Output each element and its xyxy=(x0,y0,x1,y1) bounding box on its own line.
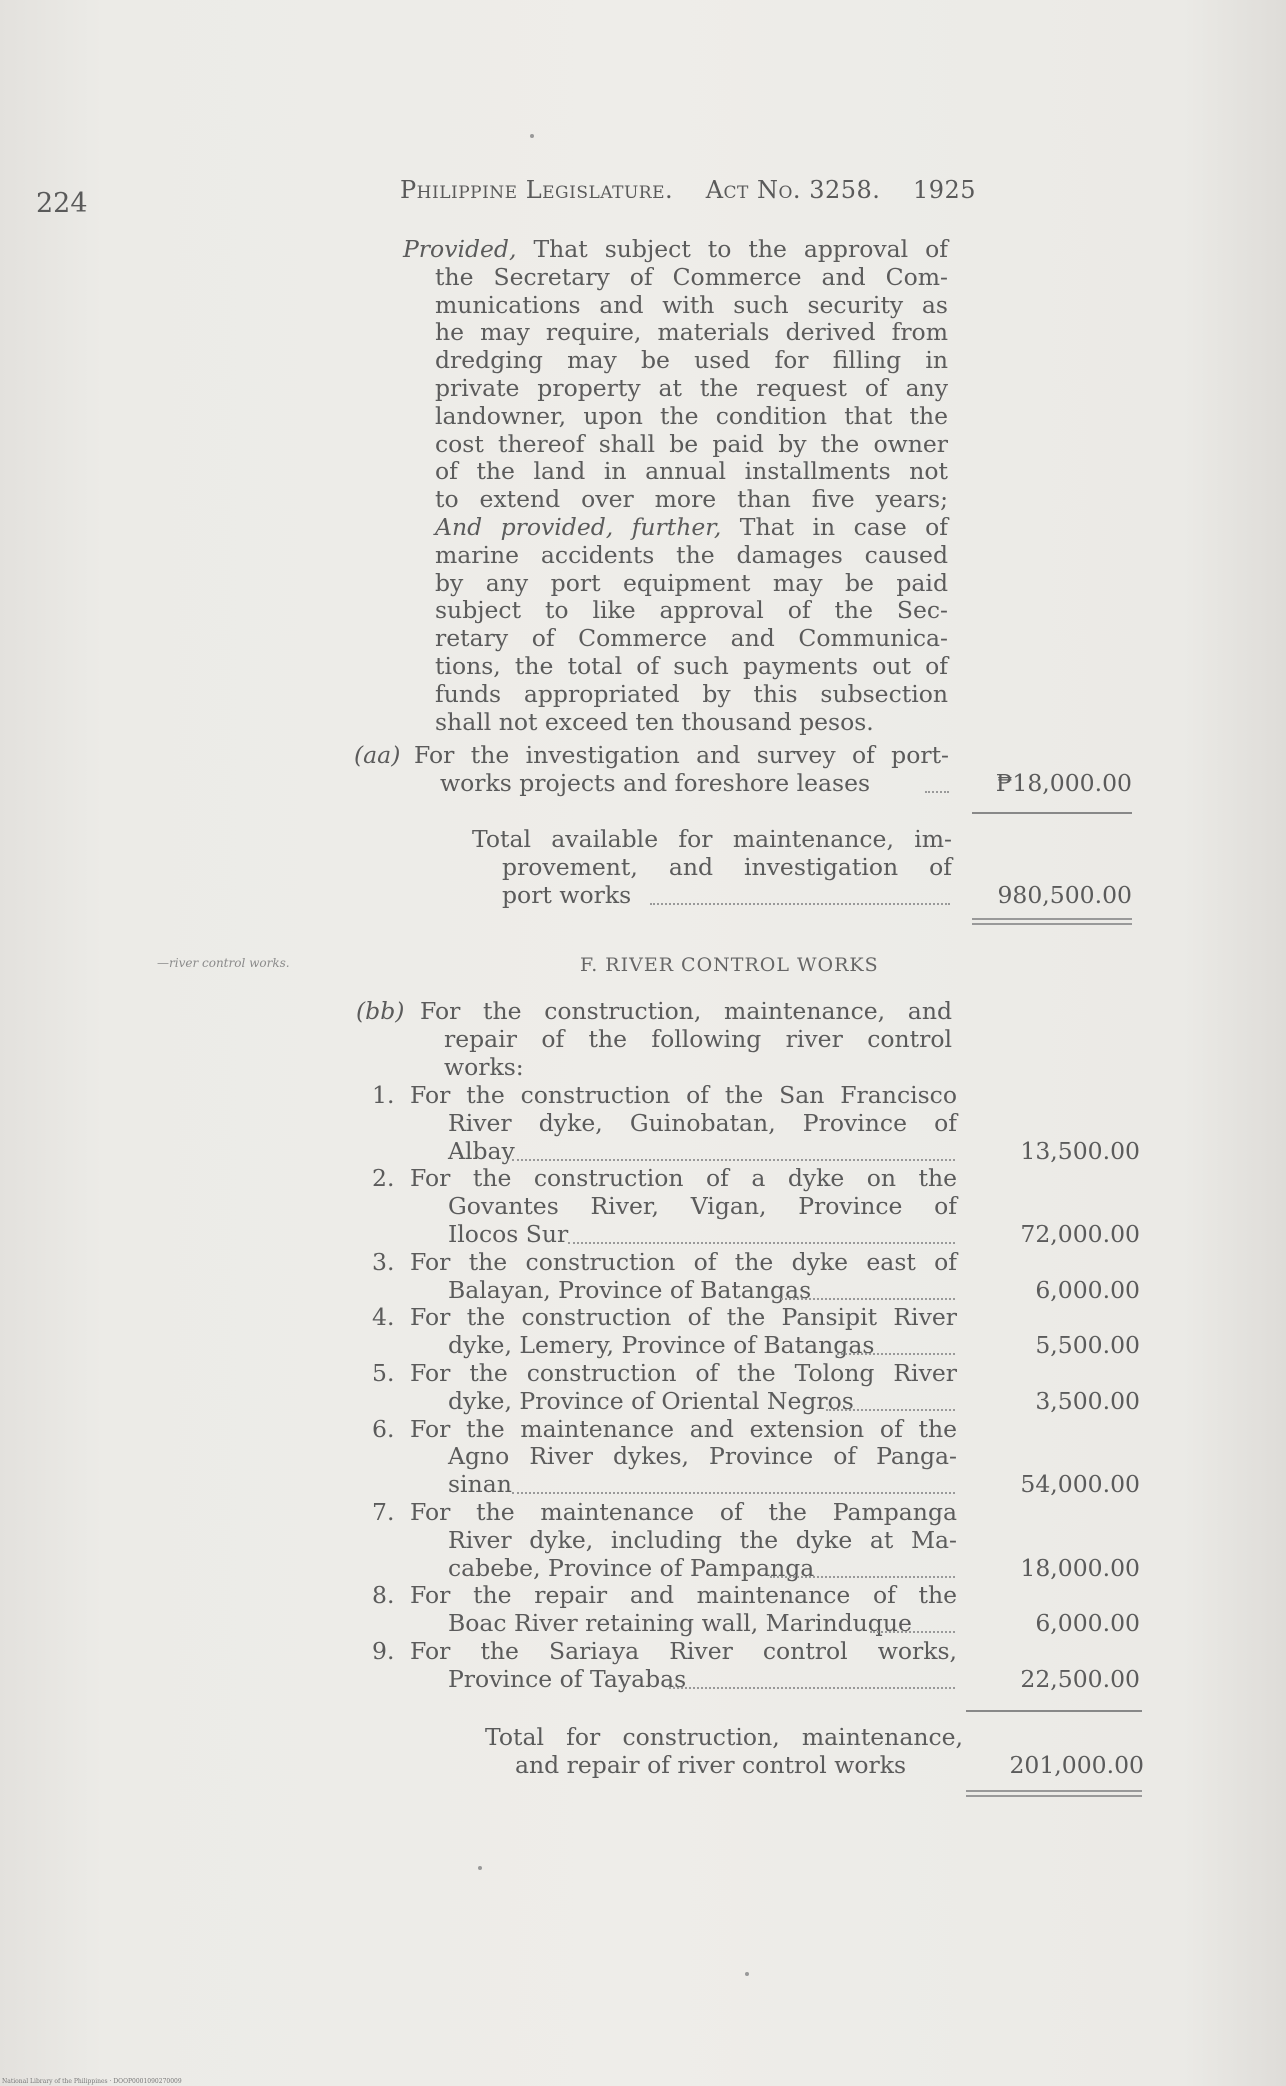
river-item-line: Agno River dykes, Province of Panga- xyxy=(448,1442,957,1471)
proviso-line xyxy=(435,625,948,653)
river-item-line: For the construction of a dyke on the xyxy=(410,1164,957,1193)
proviso-line xyxy=(435,570,948,598)
river-item-number: 3. xyxy=(372,1247,395,1276)
river-item-line: dyke, Province of Oriental Negros xyxy=(448,1386,854,1415)
river-item-line: For the maintenance and extension of the xyxy=(410,1414,957,1443)
item-aa-amount: ₱18,000.00 xyxy=(995,769,1132,797)
proviso-text: of the land in annual installments not xyxy=(435,457,948,486)
river-item-amount: 5,500.00 xyxy=(1035,1331,1140,1360)
proviso-line xyxy=(435,597,948,625)
river-item-amount: 18,000.00 xyxy=(1020,1553,1140,1582)
proviso-line xyxy=(435,375,948,403)
proviso-line xyxy=(435,514,948,542)
proviso-line xyxy=(435,458,948,486)
river-item-line: For the construction of the dyke east of xyxy=(410,1247,957,1276)
river-item-line: dyke, Lemery, Province of Batangas xyxy=(448,1331,875,1360)
river-item-line: sinan xyxy=(448,1470,512,1499)
river-item-amount: 22,500.00 xyxy=(1020,1664,1140,1693)
river-item-leader xyxy=(568,1242,955,1244)
footer-imprint: National Library of the Philippines · DOOP0001090270009 xyxy=(2,2078,182,2085)
proviso-line xyxy=(435,319,948,347)
proviso-line xyxy=(435,709,874,737)
river-item-amount: 6,000.00 xyxy=(1035,1609,1140,1638)
river-item-amount: 54,000.00 xyxy=(1020,1470,1140,1499)
act-number: Act No. 3258. xyxy=(705,176,881,204)
river-item-leader xyxy=(837,1353,955,1355)
proviso-line xyxy=(403,236,948,264)
running-title: Philippine Legislature. xyxy=(400,176,674,204)
river-item-leader xyxy=(669,1687,955,1689)
proviso-line xyxy=(435,681,948,709)
proviso-line xyxy=(435,486,948,514)
proviso-text: tions, the total of such payments out of xyxy=(435,652,948,680)
river-item-amount: 13,500.00 xyxy=(1020,1136,1140,1165)
river-item-line: Albay xyxy=(448,1136,515,1165)
river-item-line: Province of Tayabas xyxy=(448,1664,687,1693)
proviso-text: the Secretary of Commerce and Com- xyxy=(435,262,948,291)
river-item-number: 8. xyxy=(372,1581,395,1610)
river-item-line: For the construction of the Pansipit River xyxy=(410,1303,957,1332)
page-number: 224 xyxy=(36,188,88,219)
proviso-line xyxy=(435,431,948,459)
margin-note: —river control works. xyxy=(157,956,290,970)
subtotal-rule xyxy=(972,812,1132,814)
river-item-line: Balayan, Province of Batangas xyxy=(448,1275,812,1304)
item-aa-label: (aa) xyxy=(354,741,401,769)
river-item-leader xyxy=(826,1409,955,1411)
proviso-text: by any port equipment may be paid xyxy=(435,568,948,597)
item-aa-line-2: works projects and foreshore leases xyxy=(440,769,871,797)
total-port-line-1: Total available for maintenance, im- xyxy=(472,825,952,853)
river-item-line: For the maintenance of the Pampanga xyxy=(410,1498,957,1526)
proviso-line xyxy=(435,542,948,570)
item-bb-line-1: For the construction, maintenance, and xyxy=(420,997,952,1025)
proviso-line xyxy=(435,347,948,375)
river-item-leader xyxy=(512,1159,955,1161)
proviso-line xyxy=(435,653,948,681)
item-bb-label: (bb) xyxy=(356,997,405,1025)
total-port-line-2: provement, and investigation of xyxy=(502,853,952,881)
scan-speck xyxy=(478,1866,482,1870)
proviso-text: That in case of xyxy=(721,513,948,541)
river-subtotal-rule xyxy=(966,1710,1142,1712)
total-port-amount: 980,500.00 xyxy=(997,881,1132,909)
river-item-leader xyxy=(781,1298,955,1300)
proviso-text: funds appropriated by this subsection xyxy=(435,679,948,708)
river-item-number: 5. xyxy=(372,1359,395,1387)
river-item-line: Govantes River, Vigan, Province of xyxy=(448,1192,957,1221)
proviso-text: dredging may be used for filling in xyxy=(435,346,948,375)
proviso-text: retary of Commerce and Communica- xyxy=(435,624,948,653)
proviso-text: marine accidents the damages caused xyxy=(435,540,948,569)
proviso-line xyxy=(435,264,948,292)
proviso-text: landowner, upon the condition that the xyxy=(435,401,948,430)
river-item-amount: 6,000.00 xyxy=(1035,1275,1140,1304)
river-item-line: River dyke, including the dyke at Ma- xyxy=(448,1525,957,1554)
river-item-number: 2. xyxy=(372,1164,395,1193)
proviso-text: he may require, materials derived from xyxy=(435,318,948,347)
proviso-italic-lead: And provided, further, xyxy=(435,513,722,541)
total-river-amount: 201,000.00 xyxy=(1009,1751,1144,1779)
river-item-amount: 72,000.00 xyxy=(1020,1220,1140,1248)
year: 1925 xyxy=(912,176,977,204)
item-bb-line-3: works: xyxy=(444,1053,524,1081)
running-head xyxy=(400,176,976,204)
river-item-line: For the construction of the San Francisco xyxy=(410,1081,957,1109)
river-item-line: River dyke, Guinobatan, Province of xyxy=(448,1108,957,1137)
river-item-leader xyxy=(512,1492,955,1494)
river-item-line: For the construction of the Tolong River xyxy=(410,1359,957,1387)
river-item-number: 9. xyxy=(372,1637,395,1665)
total-double-rule xyxy=(972,918,1132,925)
proviso-italic-lead: Provided, xyxy=(403,235,517,263)
proviso-line xyxy=(435,403,948,431)
river-item-number: 1. xyxy=(372,1081,395,1109)
proviso-text: cost thereof shall be paid by the owner xyxy=(435,429,948,458)
total-port-leader xyxy=(650,903,950,905)
proviso-text: private property at the request of any xyxy=(435,374,948,402)
scan-speck xyxy=(530,134,534,138)
total-river-line-2: and repair of river control works xyxy=(515,1751,907,1779)
proviso-text: shall not exceed ten thousand pesos. xyxy=(435,707,874,736)
proviso-text: subject to like approval of the Sec- xyxy=(435,596,948,625)
section-heading: F. RIVER CONTROL WORKS xyxy=(580,954,879,976)
river-item-number: 6. xyxy=(372,1414,395,1443)
river-item-amount: 3,500.00 xyxy=(1035,1386,1140,1415)
total-river-line-1: Total for construction, maintenance, xyxy=(485,1723,963,1751)
river-item-number: 7. xyxy=(372,1498,395,1526)
proviso-line xyxy=(435,292,948,320)
river-item-line: cabebe, Province of Pampanga xyxy=(448,1553,815,1582)
river-item-leader xyxy=(770,1576,955,1578)
river-item-line: For the repair and maintenance of the xyxy=(410,1581,957,1610)
proviso-text: to extend over more than five years; xyxy=(435,485,948,514)
proviso-text: munications and with such security as xyxy=(435,290,948,319)
river-item-line: Boac River retaining wall, Marinduque xyxy=(448,1609,912,1638)
item-aa-line-1: For the investigation and survey of port- xyxy=(414,741,949,769)
river-item-line: Ilocos Sur xyxy=(448,1220,569,1248)
river-total-double-rule xyxy=(966,1790,1142,1797)
river-item-number: 4. xyxy=(372,1303,395,1332)
total-port-line-3: port works xyxy=(502,881,632,909)
item-bb-line-2: repair of the following river control xyxy=(444,1025,952,1053)
scan-speck xyxy=(745,1972,749,1976)
proviso-text: That subject to the approval of xyxy=(516,235,948,263)
river-item-line: For the Sariaya River control works, xyxy=(410,1637,957,1665)
